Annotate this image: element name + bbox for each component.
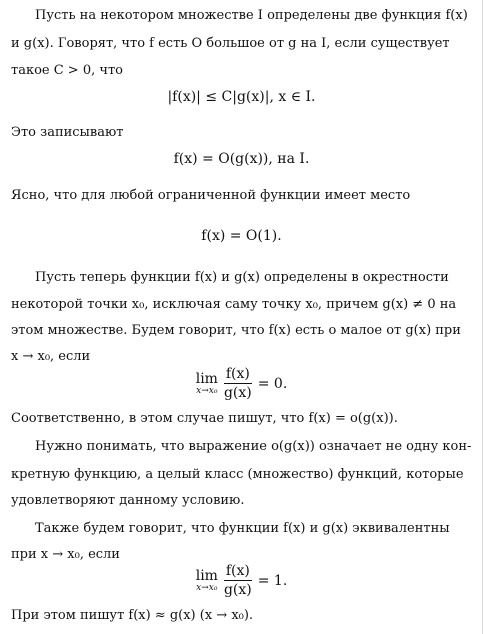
limit-rhs: = 0. bbox=[257, 375, 288, 392]
text-line: удовлетворяют данному условию. bbox=[11, 493, 245, 508]
limit-rhs: = 1. bbox=[257, 572, 288, 589]
text-line: при x → x₀, если bbox=[11, 547, 120, 562]
text-line: кретную функцию, а целый класс (множество) функций, которые bbox=[11, 467, 464, 482]
formula-big-o-one: f(x) = O(1). bbox=[201, 228, 282, 244]
text-line: и g(x). Говорят, что f есть O большое от g на I, если существует bbox=[11, 36, 450, 51]
limit-operator bbox=[196, 569, 218, 593]
text-line: При этом пишут f(x) ≈ g(x) (x → x₀). bbox=[11, 608, 254, 623]
text-line: Также будем говорит, что функции f(x) и g(x) эквивалентны bbox=[35, 521, 450, 536]
text-line: Пусть на некотором множестве I определены две функция f(x) bbox=[35, 8, 468, 23]
text-line: Ясно, что для любой ограниченной функции имеет место bbox=[11, 188, 411, 203]
limit-label: lim bbox=[195, 567, 218, 584]
formula-little-o-limit bbox=[0, 366, 483, 401]
text-line: Пусть теперь функции f(x) и g(x) определены в окрестности bbox=[35, 270, 449, 285]
formula-big-o-notation: f(x) = O(g(x)), на I. bbox=[173, 151, 310, 167]
fraction bbox=[222, 366, 254, 401]
text-line: этом множестве. Будем говорит, что f(x) есть o малое от g(x) при bbox=[11, 323, 461, 338]
formula-big-o-definition: |f(x)| ≤ C|g(x)|, x ∈ I. bbox=[167, 89, 316, 105]
text-line: Нужно понимать, что выражение o(g(x)) означает не одну кон- bbox=[35, 439, 472, 454]
fraction-numerator: f(x) bbox=[225, 563, 250, 579]
limit-subscript: x→x₀ bbox=[196, 582, 218, 593]
text-line: некоторой точки x₀, исключая саму точку x₀, причем g(x) ≠ 0 на bbox=[11, 297, 457, 312]
limit-operator bbox=[196, 372, 218, 396]
limit-label: lim bbox=[195, 370, 218, 387]
fraction-denominator: g(x) bbox=[223, 582, 252, 598]
text-line: Соответственно, в этом случае пишут, что f(x) = o(g(x)). bbox=[11, 411, 398, 426]
text-line: x → x₀, если bbox=[11, 349, 91, 364]
fraction-numerator: f(x) bbox=[225, 366, 250, 382]
formula-equivalence-limit bbox=[0, 563, 483, 598]
fraction-denominator: g(x) bbox=[223, 385, 252, 401]
limit-subscript: x→x₀ bbox=[196, 385, 218, 396]
text-line: такое C > 0, что bbox=[11, 63, 123, 78]
text-line: Это записывают bbox=[11, 125, 124, 140]
fraction bbox=[222, 563, 254, 598]
